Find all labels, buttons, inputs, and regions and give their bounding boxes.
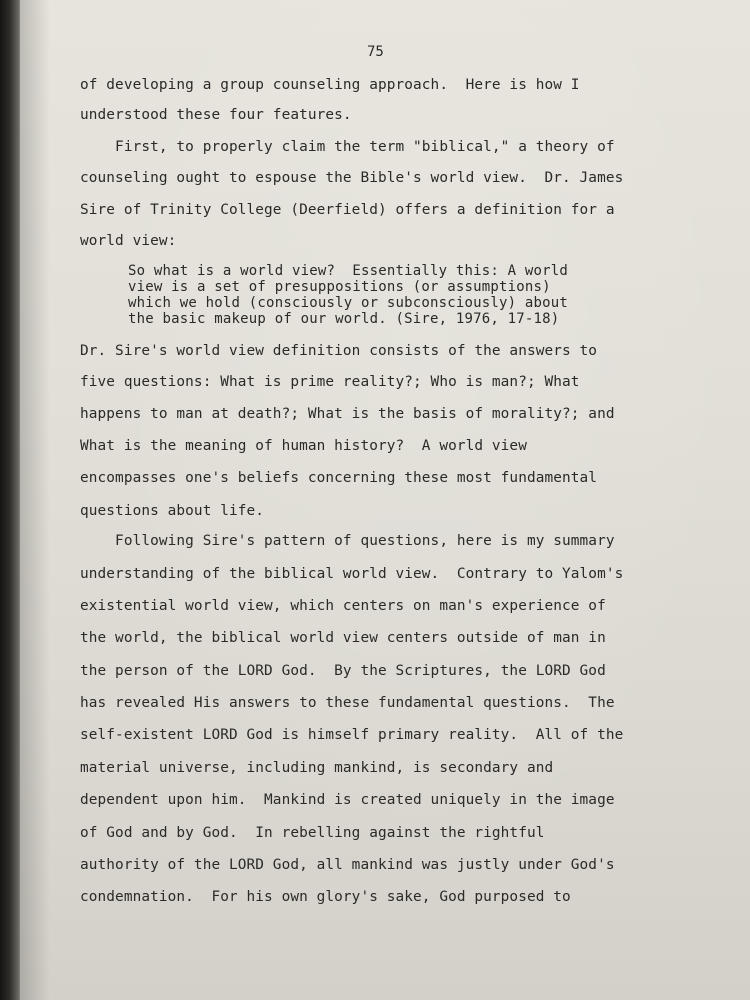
block-quote-line: which we hold (consciously or subconsciously) about [128, 295, 569, 311]
body-line: Following Sire's pattern of questions, here is my summary [80, 533, 615, 549]
body-line: Sire of Trinity College (Deerfield) offers a definition for a [80, 202, 615, 218]
body-line: of developing a group counseling approach. Here is how I [80, 77, 580, 93]
block-quote-line: the basic makeup of our world. (Sire, 1976, 17-18) [128, 311, 560, 327]
body-line: of God and by God. In rebelling against the rightful [80, 825, 545, 841]
body-line: understood these four features. [80, 107, 352, 123]
body-line: encompasses one's beliefs concerning these most fundamental [80, 470, 598, 486]
book-binding-shadow [0, 0, 22, 1000]
block-quote-line: view is a set of presuppositions (or assumptions) [128, 279, 551, 295]
body-line: the world, the biblical world view centers outside of man in [80, 630, 606, 646]
document-page [20, 0, 750, 1000]
body-line: counseling ought to espouse the Bible's world view. Dr. James [80, 170, 624, 186]
body-line: material universe, including mankind, is secondary and [80, 760, 554, 776]
body-line: world view: [80, 233, 177, 249]
block-quote-line: So what is a world view? Essentially this: A world [128, 263, 569, 279]
body-line: questions about life. [80, 503, 265, 519]
body-line: understanding of the biblical world view. Contrary to Yalom's [80, 566, 624, 582]
body-line: has revealed His answers to these fundamental questions. The [80, 695, 615, 711]
body-line: authority of the LORD God, all mankind was justly under God's [80, 857, 615, 873]
body-line: condemnation. For his own glory's sake, God purposed to [80, 889, 571, 905]
body-line: existential world view, which centers on man's experience of [80, 598, 606, 614]
body-line: dependent upon him. Mankind is created uniquely in the image [80, 792, 615, 808]
page-number: 75 [367, 44, 384, 60]
body-line: self-existent LORD God is himself primary reality. All of the [80, 727, 624, 743]
body-line: five questions: What is prime reality?; Who is man?; What [80, 374, 580, 390]
body-line: What is the meaning of human history? A world view [80, 438, 527, 454]
body-line: First, to properly claim the term "biblical," a theory of [80, 139, 615, 155]
body-line: happens to man at death?; What is the basis of morality?; and [80, 406, 615, 422]
body-line: Dr. Sire's world view definition consists of the answers to [80, 343, 598, 359]
body-line: the person of the LORD God. By the Scriptures, the LORD God [80, 663, 606, 679]
